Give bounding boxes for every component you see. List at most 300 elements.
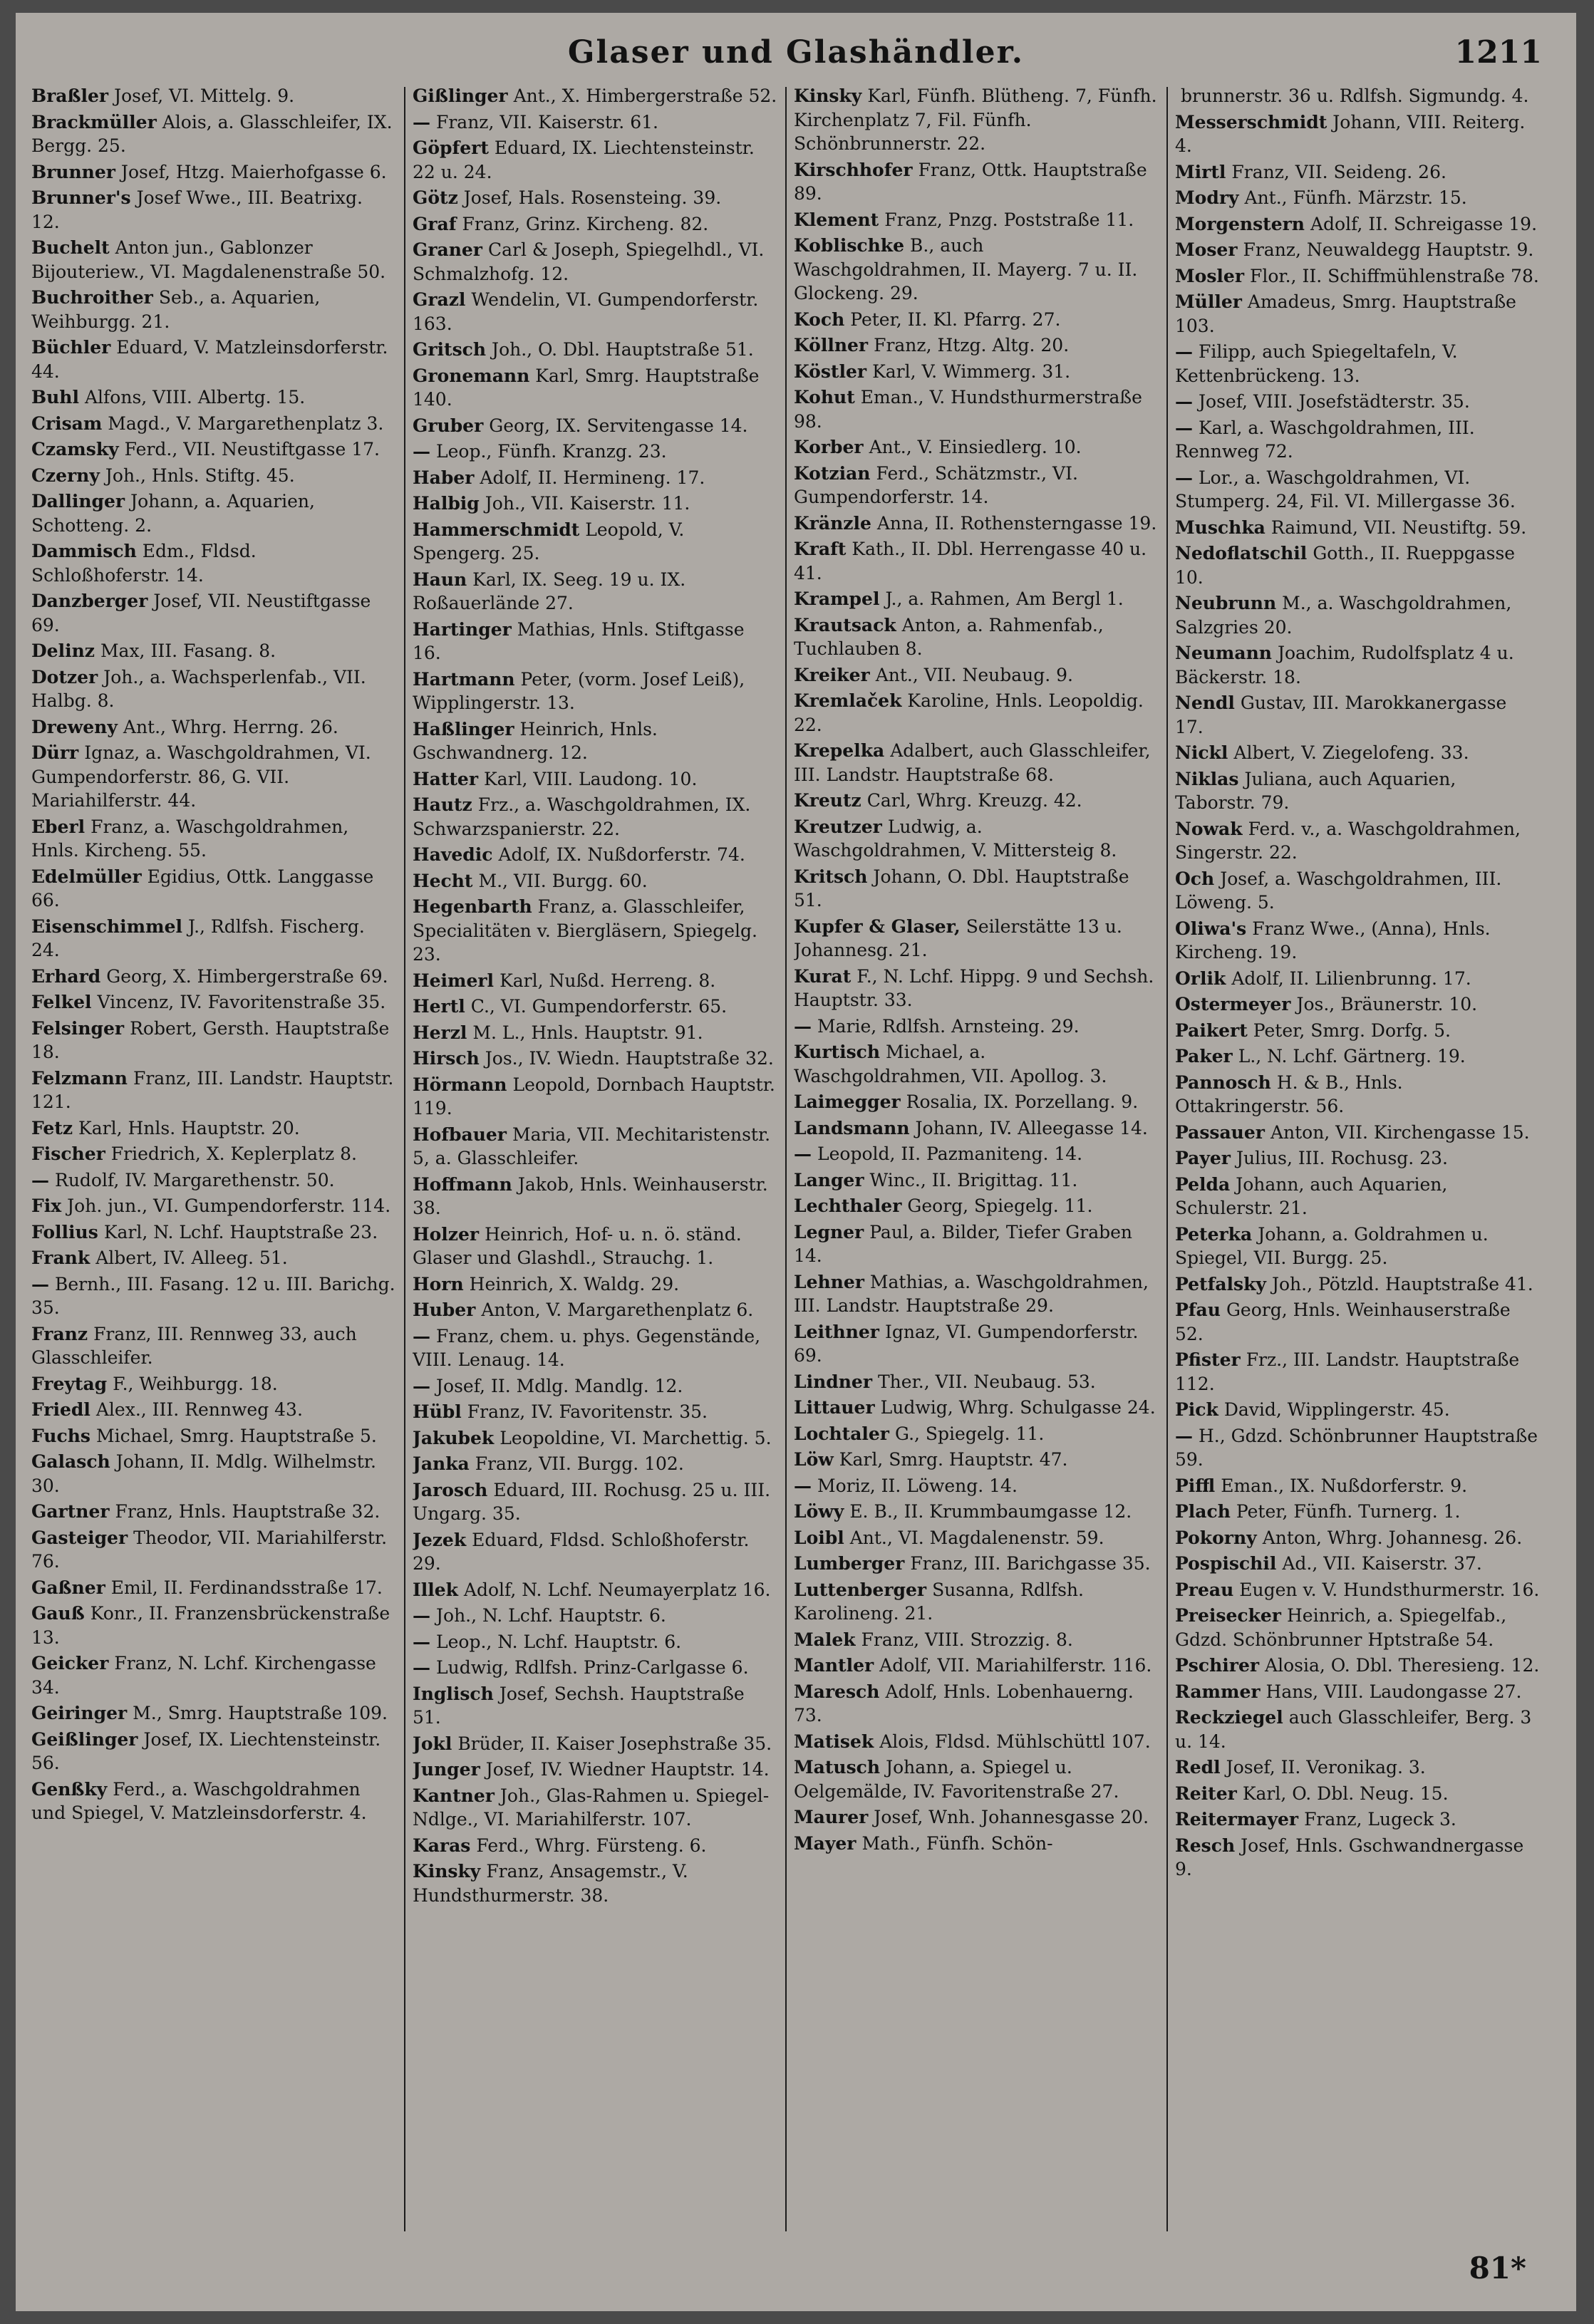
- directory-entry: [413, 110, 777, 135]
- entry-details: Joh., O. Dbl. Hauptstraße 51.: [492, 339, 754, 360]
- entry-name: Friedl: [31, 1399, 90, 1420]
- entry-name: —: [794, 1143, 812, 1164]
- directory-entry: [31, 1500, 396, 1524]
- entry-name: Malek: [794, 1629, 856, 1650]
- entry-details: Joh., N. Lchf. Hauptstr. 6.: [436, 1605, 666, 1626]
- column-4: [1175, 84, 1540, 2229]
- directory-entry: [1175, 186, 1540, 210]
- entry-name: Kränzle: [794, 512, 871, 534]
- entry-details: Max, III. Fasang. 8.: [100, 640, 276, 661]
- entry-details: Moriz, II. Löweng. 14.: [817, 1475, 1018, 1496]
- entry-details: Egidius, Ottk. Langgasse 66.: [31, 866, 374, 911]
- entry-details: Franz, III. Barichgasse 35.: [910, 1553, 1151, 1574]
- entry-name: Hübl: [413, 1401, 462, 1422]
- entry-name: Freytag: [31, 1373, 108, 1394]
- directory-entry: [794, 1090, 1159, 1114]
- entry-name: Pfau: [1175, 1300, 1221, 1320]
- entry-details: Filipp, auch Spiegeltafeln, V. Kettenbrückeng. 13.: [1175, 341, 1458, 386]
- entry-details: Anton, a. Rahmenfab., Tuchlauben 8.: [794, 614, 1104, 659]
- entry-details: Heinrich, a. Spiegelfab., Gdzd. Schönbrunner Hptstraße 54.: [1175, 1605, 1507, 1650]
- entry-details: Karl, V. Wimmerg. 31.: [872, 360, 1071, 382]
- directory-entry: [794, 1526, 1159, 1550]
- entry-details: Anton jun., Gablonzer Bijouteriew., VI. Magdalenenstraße 50.: [31, 237, 386, 282]
- directory-entry: [31, 1116, 396, 1141]
- entry-details: Wendelin, VI. Gumpendorferstr. 163.: [413, 289, 759, 334]
- directory-entry: [413, 1073, 777, 1121]
- entry-name: Lochtaler: [794, 1423, 889, 1444]
- entry-name: Laimegger: [794, 1091, 901, 1112]
- directory-entry: [794, 865, 1159, 913]
- directory-entry: [1175, 1474, 1540, 1498]
- entry-details: Eduard, IX. Liechtensteinstr. 22 u. 24.: [413, 138, 755, 182]
- directory-entry: [31, 665, 396, 713]
- entry-details: Ant., Whrg. Herrng. 26.: [123, 716, 338, 737]
- directory-entry: [413, 1630, 777, 1654]
- entry-details: Jos., IV. Wiedn. Hauptstraße 32.: [485, 1048, 774, 1069]
- entry-details: Karl, O. Dbl. Neug. 15.: [1242, 1783, 1449, 1804]
- directory-entry: [1175, 817, 1540, 865]
- entry-name: Genßky: [31, 1778, 108, 1800]
- entry-details: J., Rdlfsh. Fischerg. 24.: [31, 915, 365, 960]
- entry-details: F., N. Lchf. Hippg. 9 und Sechsh. Hauptstr. 33.: [794, 965, 1154, 1010]
- directory-entry: [1175, 1298, 1540, 1346]
- entry-name: Maresch: [794, 1681, 880, 1702]
- directory-entry: [31, 437, 396, 462]
- entry-name: Nowak: [1175, 818, 1243, 839]
- entry-details: Karoline, Hnls. Leopoldig. 22.: [794, 690, 1144, 735]
- entry-details: H., Gdzd. Schönbrunner Hauptstraße 59.: [1175, 1425, 1538, 1470]
- entry-details: Ignaz, a. Waschgoldrahmen, VI. Gumpendorferstr. 86, G. VII. Mariahilferstr. 44.: [31, 742, 371, 811]
- directory-entry: [794, 1422, 1159, 1446]
- directory-entry: [31, 1194, 396, 1218]
- entry-details: Adolf, II. Hermineng. 17.: [480, 467, 705, 488]
- entry-name: Illek: [413, 1579, 458, 1600]
- entry-details: Leop., Fünfh. Kranzg. 23.: [436, 441, 667, 462]
- directory-entry: [413, 1047, 777, 1071]
- directory-entry: [794, 537, 1159, 585]
- directory-entry: [794, 1448, 1159, 1472]
- entry-details: Georg, X. Himbergerstraße 69.: [106, 965, 388, 987]
- entry-details: Franz, III. Landstr. Hauptstr. 121.: [31, 1067, 394, 1112]
- directory-entry: [1175, 691, 1540, 739]
- entry-name: —: [31, 1273, 49, 1295]
- entry-name: Felsinger: [31, 1017, 125, 1039]
- directory-entry: [794, 1194, 1159, 1218]
- entry-details: Math., Fünfh. Schön-: [861, 1832, 1053, 1854]
- entry-name: Neubrunn: [1175, 593, 1277, 613]
- entry-name: Preisecker: [1175, 1605, 1281, 1626]
- entry-details: auch Glasschleifer, Berg. 3 u. 14.: [1175, 1707, 1532, 1752]
- entry-name: Buchroither: [31, 287, 153, 308]
- entry-name: Rammer: [1175, 1681, 1261, 1702]
- entry-name: Eisenschimmel: [31, 915, 182, 937]
- entry-name: Landsmann: [794, 1117, 910, 1138]
- directory-entry: [413, 518, 777, 566]
- directory-entry: [413, 186, 777, 210]
- entry-name: Geißlinger: [31, 1728, 138, 1750]
- entry-name: Buchelt: [31, 237, 110, 258]
- entry-details: Josef, II. Mdlg. Mandlg. 12.: [436, 1375, 683, 1396]
- directory-entry: [413, 1656, 777, 1680]
- entry-name: Frank: [31, 1247, 90, 1268]
- entry-name: Kurat: [794, 965, 852, 987]
- entry-details: Frz., III. Landstr. Hauptstraße 112.: [1175, 1349, 1520, 1394]
- entry-details: Marie, Rdlfsh. Arnsteing. 29.: [817, 1015, 1080, 1037]
- entry-name: Matusch: [794, 1757, 881, 1778]
- directory-entry: [1175, 1807, 1540, 1832]
- entry-details: Alex., III. Rennweg 43.: [95, 1399, 303, 1420]
- entry-name: Jokl: [413, 1733, 452, 1754]
- directory-columns: [31, 84, 1563, 2236]
- entry-name: —: [1175, 1425, 1193, 1446]
- entry-name: Kreutz: [794, 790, 861, 811]
- entry-details: C., VI. Gumpendorferstr. 65.: [470, 996, 728, 1017]
- entry-details: Joachim, Rudolfsplatz 4 u. Bäckerstr. 18.: [1175, 643, 1514, 688]
- entry-name: Geiringer: [31, 1703, 128, 1723]
- directory-entry: [413, 1123, 777, 1171]
- directory-entry: [31, 286, 396, 333]
- entry-details: Peter, Smrg. Dorfg. 5.: [1253, 1020, 1451, 1041]
- entry-name: Koch: [794, 308, 845, 330]
- entry-name: Hartmann: [413, 668, 515, 690]
- directory-entry: [413, 364, 777, 412]
- entry-name: Reiter: [1175, 1783, 1237, 1804]
- directory-entry: [413, 238, 777, 286]
- entry-details: Franz, VII. Seideng. 26.: [1231, 161, 1446, 182]
- entry-details: Paul, a. Bilder, Tiefer Graben 14.: [794, 1221, 1133, 1266]
- entry-name: Hatter: [413, 768, 478, 789]
- entry-details: Karl, a. Waschgoldrahmen, III. Rennweg 72.: [1175, 417, 1475, 462]
- entry-name: Pokorny: [1175, 1527, 1257, 1548]
- entry-details: Georg, Hnls. Weinhauserstraße 52.: [1175, 1300, 1511, 1344]
- entry-details: Eugen v. V. Hundsthurmerstr. 16.: [1239, 1579, 1540, 1600]
- entry-name: Holzer: [413, 1223, 480, 1245]
- directory-entry: [794, 1680, 1159, 1728]
- entry-details: Leopold, II. Pazmaniteng. 14.: [817, 1143, 1083, 1164]
- entry-name: Kreutzer: [794, 816, 882, 837]
- entry-name: Crisam: [31, 413, 103, 434]
- directory-entry: [31, 1067, 396, 1114]
- entry-name: Fischer: [31, 1143, 105, 1164]
- directory-entry: [31, 1602, 396, 1649]
- entry-name: Inglisch: [413, 1683, 494, 1704]
- entry-name: —: [1175, 391, 1193, 412]
- directory-entry: [413, 1758, 777, 1782]
- entry-details: Franz, VII. Burgg. 102.: [475, 1453, 684, 1474]
- entry-name: Karas: [413, 1835, 471, 1856]
- entry-name: Edelmüller: [31, 866, 142, 887]
- directory-entry: [413, 1426, 777, 1451]
- entry-name: Felkel: [31, 992, 92, 1012]
- entry-name: Luttenberger: [794, 1579, 927, 1600]
- directory-entry: [31, 412, 396, 436]
- entry-details: Edm., Fldsd. Schloßhoferstr. 14.: [31, 541, 257, 586]
- entry-name: —: [1175, 341, 1193, 362]
- entry-details: Theodor, VII. Mariahilferstr. 76.: [31, 1527, 388, 1572]
- directory-entry: [31, 385, 396, 410]
- entry-details: Rosalia, IX. Porzellang. 9.: [906, 1091, 1139, 1112]
- entry-name: Nickl: [1175, 742, 1228, 763]
- entry-details: Heinrich, Hnls. Gschwandnerg. 12.: [413, 718, 658, 763]
- entry-name: Mantler: [794, 1655, 874, 1676]
- entry-details: Ferd. v., a. Waschgoldrahmen, Singerstr. 22.: [1175, 818, 1521, 863]
- entry-details: Adolf, IX. Nußdorferstr. 74.: [498, 844, 745, 865]
- directory-entry: [1175, 1834, 1540, 1882]
- directory-entry: [413, 618, 777, 665]
- entry-details: Frz., a. Waschgoldrahmen, IX. Schwarzspanierstr. 22.: [413, 794, 751, 839]
- directory-entry: [1175, 290, 1540, 338]
- entry-details: Karl, VIII. Laudong. 10.: [484, 768, 698, 789]
- entry-details: Johann, auch Aquarien, Schulerstr. 21.: [1175, 1173, 1448, 1218]
- entry-details: Karl, IX. Seeg. 19 u. IX. Roßauerlände 27.: [413, 569, 686, 613]
- directory-entry: [31, 186, 396, 234]
- directory-entry: [31, 815, 396, 863]
- entry-details: Ferd., VII. Neustiftgasse 17.: [124, 439, 380, 460]
- entry-details: Franz, Htzg. Altg. 20.: [874, 335, 1070, 356]
- entry-name: Hartinger: [413, 618, 512, 640]
- directory-entry: [413, 869, 777, 893]
- entry-details: Eduard, Fldsd. Schloßhoferstr. 29.: [413, 1529, 750, 1574]
- entry-details: Josef, II. Veronikag. 3.: [1226, 1757, 1426, 1778]
- entry-details: Alosia, O. Dbl. Theresieng. 12.: [1265, 1655, 1540, 1676]
- entry-name: Niklas: [1175, 768, 1239, 789]
- entry-details: Joh., Pötzld. Hauptstraße 41.: [1271, 1273, 1533, 1295]
- directory-entry: [1175, 1526, 1540, 1550]
- entry-details: Josef, Htzg. Maierhofgasse 6.: [120, 161, 387, 182]
- entry-details: Ludwig, a. Waschgoldrahmen, V. Mittersteig 8.: [794, 816, 1117, 861]
- directory-entry: [413, 1223, 777, 1270]
- directory-entry: [1175, 541, 1540, 589]
- entry-name: Dotzer: [31, 666, 98, 688]
- entry-name: —: [413, 1631, 430, 1652]
- directory-entry: [31, 741, 396, 813]
- entry-details: M., VII. Burgg. 60.: [478, 870, 648, 891]
- directory-entry: [413, 1374, 777, 1399]
- directory-entry: [31, 1017, 396, 1064]
- entry-name: Fetz: [31, 1117, 73, 1138]
- directory-entry: [413, 1834, 777, 1858]
- entry-details: brunnerstr. 36 u. Rdlfsh. Sigmundg. 4.: [1181, 85, 1529, 106]
- entry-name: Muschka: [1175, 517, 1266, 538]
- entry-details: Adolf, N. Lchf. Neumayerplatz 16.: [463, 1579, 771, 1600]
- entry-details: Alois, Fldsd. Mühlschüttl 107.: [879, 1731, 1151, 1752]
- directory-entry: [1175, 1578, 1540, 1602]
- entry-details: Bernh., III. Fasang. 12 u. III. Barichg. 35.: [31, 1273, 395, 1318]
- entry-name: Köllner: [794, 335, 869, 356]
- entry-name: Piffl: [1175, 1475, 1216, 1496]
- directory-entry: [1175, 1500, 1540, 1524]
- directory-entry: [1175, 1654, 1540, 1678]
- directory-entry: [413, 338, 777, 362]
- directory-entry: [1175, 992, 1540, 1017]
- entry-name: Peterka: [1175, 1223, 1253, 1245]
- entry-name: Resch: [1175, 1835, 1236, 1856]
- entry-details: Anton, VII. Kirchengasse 15.: [1270, 1121, 1530, 1143]
- entry-details: Brüder, II. Kaiser Josephstraße 35.: [457, 1733, 772, 1754]
- directory-entry: [413, 1272, 777, 1297]
- directory-entry: [413, 1478, 777, 1526]
- entry-details: Johann, O. Dbl. Hauptstraße 51.: [794, 866, 1129, 911]
- entry-details: Albert, V. Ziegelofeng. 33.: [1233, 742, 1469, 763]
- entry-name: Kotzian: [794, 462, 871, 484]
- directory-entry: [794, 1730, 1159, 1754]
- entry-details: M., Smrg. Hauptstraße 109.: [133, 1703, 388, 1723]
- entry-name: Orlik: [1175, 968, 1226, 989]
- entry-details: Ludwig, Whrg. Schulgasse 24.: [880, 1397, 1156, 1418]
- entry-details: Georg, IX. Servitengasse 14.: [489, 415, 748, 436]
- entry-name: Littauer: [794, 1397, 875, 1418]
- directory-entry: [413, 1400, 777, 1424]
- entry-details: Julius, III. Rochusg. 23.: [1236, 1148, 1448, 1168]
- directory-entry: [794, 234, 1159, 306]
- entry-details: Juliana, auch Aquarien, Taborstr. 79.: [1175, 768, 1456, 813]
- entry-name: Krampel: [794, 588, 880, 609]
- entry-details: E. B., II. Krummbaumgasse 12.: [849, 1501, 1132, 1522]
- directory-entry: [1175, 264, 1540, 289]
- entry-details: Gotth., II. Rueppgasse 10.: [1175, 543, 1516, 588]
- directory-entry: [794, 689, 1159, 737]
- entry-name: —: [31, 1169, 49, 1190]
- entry-name: Gruber: [413, 415, 484, 436]
- directory-entry: [1175, 1019, 1540, 1043]
- entry-details: Friedrich, X. Keplerplatz 8.: [110, 1143, 357, 1164]
- entry-name: Preau: [1175, 1579, 1234, 1600]
- directory-entry: [1175, 1398, 1540, 1422]
- directory-entry: [794, 613, 1159, 661]
- entry-details: Johann, a. Goldrahmen u. Spiegel, VII. Burgg. 25.: [1175, 1223, 1489, 1268]
- entry-details: Josef, IX. Liechtensteinstr. 56.: [31, 1728, 381, 1773]
- directory-entry: [1175, 1706, 1540, 1753]
- directory-entry: [794, 1474, 1159, 1498]
- directory-entry: [413, 288, 777, 336]
- entry-details: Michael, Smrg. Hauptstraße 5.: [95, 1425, 377, 1446]
- directory-entry: [413, 843, 777, 867]
- directory-entry: [1175, 1146, 1540, 1171]
- page-number: 1211: [1454, 34, 1542, 71]
- directory-entry: [794, 1755, 1159, 1803]
- directory-entry: [1175, 466, 1540, 514]
- directory-entry: [413, 440, 777, 464]
- directory-entry: [413, 1732, 777, 1756]
- entry-details: Alois, a. Glasschleifer, IX. Bergg. 25.: [31, 111, 393, 156]
- entry-name: Franz: [31, 1323, 88, 1344]
- directory-entry: [1175, 741, 1540, 765]
- entry-name: Modry: [1175, 187, 1239, 208]
- entry-details: Adalbert, auch Glasschleifer, III. Landstr. Hauptstraße 68.: [794, 740, 1151, 785]
- entry-name: Moser: [1175, 239, 1238, 260]
- entry-name: Leithner: [794, 1321, 879, 1342]
- directory-entry: [1175, 1604, 1540, 1651]
- directory-entry: [31, 539, 396, 587]
- directory-entry: [413, 492, 777, 516]
- entry-name: Hecht: [413, 870, 473, 891]
- entry-name: Hoffmann: [413, 1173, 512, 1195]
- entry-details: Anton, Whrg. Johannesg. 26.: [1262, 1527, 1523, 1548]
- entry-name: Langer: [794, 1169, 864, 1190]
- entry-name: Horn: [413, 1273, 464, 1295]
- entry-details: Eman., V. Hundsthurmerstraße 98.: [794, 387, 1142, 432]
- entry-details: Johann, a. Aquarien, Schotteng. 2.: [31, 491, 315, 536]
- entry-name: Mosler: [1175, 265, 1244, 286]
- entry-name: Morgenstern: [1175, 213, 1305, 234]
- entry-details: Adolf, VII. Mariahilferstr. 116.: [879, 1655, 1152, 1676]
- directory-entry: [794, 84, 1159, 156]
- directory-entry: [413, 1784, 777, 1832]
- entry-details: Franz Wwe., (Anna), Hnls. Kircheng. 19.: [1175, 918, 1491, 963]
- directory-entry: [1175, 390, 1540, 414]
- entry-name: Brackmüller: [31, 111, 157, 133]
- column-3: [794, 84, 1159, 2229]
- entry-name: Krepelka: [794, 740, 885, 761]
- entry-name: Klement: [794, 209, 879, 230]
- entry-name: Gauß: [31, 1603, 85, 1624]
- directory-entry: [1175, 1680, 1540, 1704]
- entry-name: Geicker: [31, 1653, 109, 1674]
- directory-entry: [31, 1424, 396, 1448]
- entry-details: Adolf, II. Schreigasse 19.: [1310, 213, 1538, 234]
- entry-details: Ant., VI. Magdalenenstr. 59.: [849, 1527, 1104, 1548]
- directory-entry: [794, 512, 1159, 536]
- entry-details: Robert, Gersth. Hauptstraße 18.: [31, 1017, 390, 1062]
- entry-details: Carl & Joseph, Spiegelhdl., VI. Schmalzhofg. 12.: [413, 239, 765, 284]
- entry-name: Korber: [794, 437, 864, 457]
- directory-entry: [413, 1173, 777, 1220]
- directory-entry: [1175, 967, 1540, 991]
- entry-name: Löwy: [794, 1501, 844, 1522]
- entry-name: —: [413, 1375, 430, 1396]
- entry-details: Joh., Glas-Rahmen u. Spiegel-Ndlge., VI. Mariahilferstr. 107.: [413, 1785, 770, 1830]
- directory-entry: [31, 1322, 396, 1370]
- directory-entry: [31, 865, 396, 913]
- entry-name: Pfister: [1175, 1349, 1241, 1370]
- directory-entry: [31, 1168, 396, 1193]
- entry-name: Maurer: [794, 1807, 869, 1827]
- entry-name: Passauer: [1175, 1121, 1265, 1143]
- entry-details: Karl, Nußd. Herreng. 8.: [500, 970, 716, 991]
- entry-name: Brunner's: [31, 187, 131, 208]
- entry-details: Franz, Ansagemstr., V. Hundsthurmerstr. 38.: [413, 1861, 688, 1906]
- entry-details: B., auch Waschgoldrahmen, II. Mayerg. 7 u. II. Glockeng. 29.: [794, 235, 1138, 304]
- directory-entry: [794, 1015, 1159, 1039]
- entry-name: Plach: [1175, 1501, 1231, 1522]
- entry-details: Jakob, Hnls. Weinhauserstr. 38.: [413, 1173, 768, 1218]
- entry-name: Follius: [31, 1221, 98, 1243]
- entry-details: Seb., a. Aquarien, Weihburgg. 21.: [31, 287, 321, 332]
- directory-entry: [31, 1651, 396, 1699]
- directory-entry: [794, 208, 1159, 232]
- directory-entry: [31, 1372, 396, 1396]
- entry-details: Johann, a. Spiegel u. Oelgemälde, IV. Favoritenstraße 27.: [794, 1757, 1119, 1802]
- entry-name: Delinz: [31, 640, 95, 661]
- entry-name: Legner: [794, 1221, 864, 1243]
- entry-details: Ferd., Schätzmstr., VI. Gumpendorferstr. 14.: [794, 462, 1078, 507]
- entry-name: Dürr: [31, 742, 79, 763]
- entry-details: Gustav, III. Marokkanergasse 17.: [1175, 692, 1507, 737]
- entry-name: Koblischke: [794, 235, 905, 256]
- directory-entry: [31, 160, 396, 185]
- entry-name: Payer: [1175, 1148, 1231, 1168]
- entry-name: Dreweny: [31, 716, 118, 737]
- directory-entry: [413, 1298, 777, 1322]
- directory-entry: [31, 1728, 396, 1775]
- entry-details: Peter, II. Kl. Pfarrg. 27.: [850, 308, 1061, 330]
- entry-name: Loibl: [794, 1527, 844, 1548]
- directory-entry: [413, 212, 777, 237]
- directory-entry: [413, 895, 777, 967]
- entry-details: Josef, VI. Mittelg. 9.: [114, 85, 295, 106]
- entry-name: Kantner: [413, 1785, 495, 1806]
- directory-entry: [794, 1500, 1159, 1524]
